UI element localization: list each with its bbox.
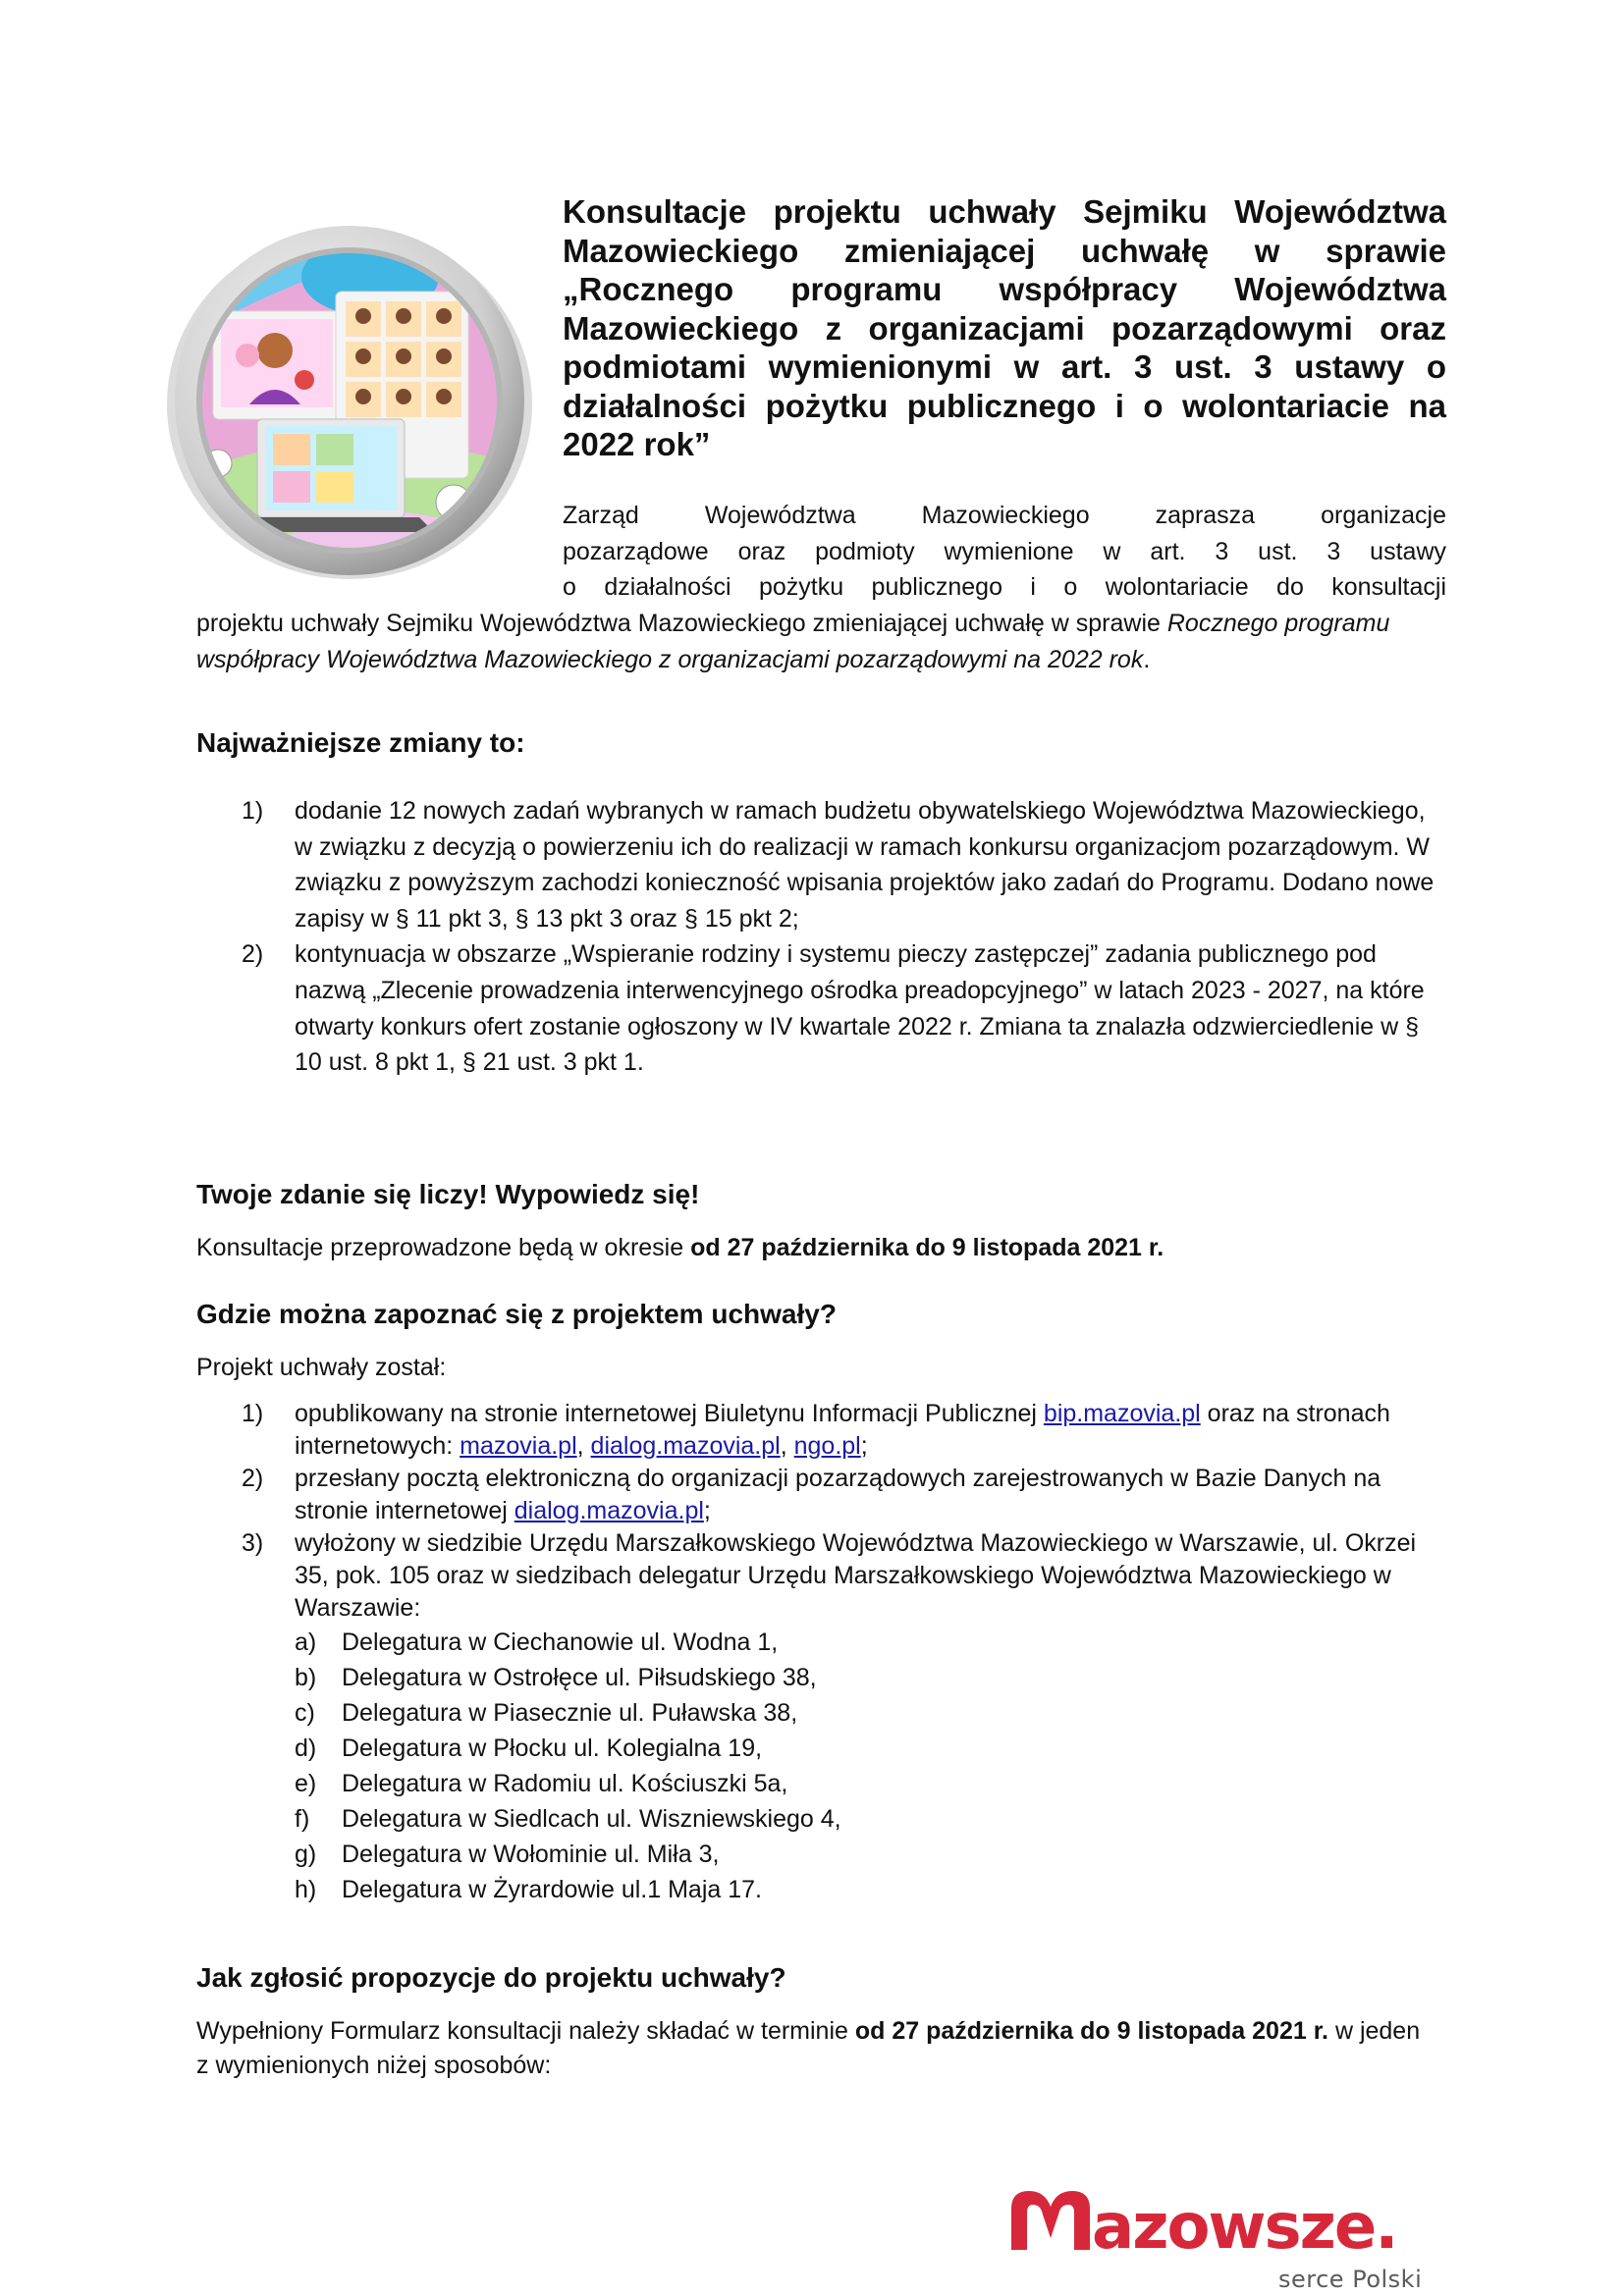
delegation-letter: b) [295,1664,317,1691]
delegation-letter: a) [295,1629,317,1656]
list-item [242,1527,1439,1907]
delegation-item [295,1695,1439,1731]
list-item-text: dodanie 12 nowych zadań wybranych w ramach budżetu obywatelskiego Województwa Mazowieckiego, w związku z decyzją o powierzeniu ich do realizacji w ramach konkursu organizacjom pozarządowym. W związku z powyższym zachodzi konieczność wpisania projektów jako zadań do Programu. Dodano nowe zapisy w § 11 pkt 3, § 13 pkt 3 oraz § 15 pkt 2; [295,797,1435,933]
list-number: 3) [242,1529,264,1557]
delegation-item [295,1625,1439,1660]
delegation-text: Delegatura w Wołominie ul. Miła 3, [342,1841,720,1868]
list-item-text: oraz na stronach internetowych: [295,1400,1390,1460]
period-prefix: Konsultacje przeprowadzone będą w okresie [196,1234,691,1261]
svg-text:azowsze.: azowsze. [1092,2191,1397,2256]
delegation-item [295,1801,1439,1837]
list-item [242,1398,1439,1463]
list-number: 1) [242,797,264,825]
opinion-heading: Twoje zdanie się liczy! Wypowiedz się! [196,1179,700,1209]
delegation-text: Delegatura w Żyrardowie ul.1 Maja 17. [342,1876,762,1903]
period-dates: od 27 października do 9 listopada 2021 r. [690,1234,1164,1261]
changes-heading: Najważniejsze zmiany to: [196,727,525,758]
delegation-letter: g) [295,1841,317,1868]
delegation-letter: h) [295,1876,317,1903]
list-number: 2) [242,940,264,969]
ngo-link[interactable]: ngo.pl [793,1432,861,1460]
delegation-text: Delegatura w Ciechanowie ul. Wodna 1, [342,1629,779,1656]
delegation-letter: d) [295,1735,317,1762]
list-number: 1) [242,1400,264,1427]
mazowsze-logo [1007,2187,1443,2293]
list-item [242,1463,1439,1527]
program-name: Rocznego programu współpracy Województwa Mazowieckiego z organizacjami pozarządowymi na 2022 rok [196,610,1390,673]
dialog-link[interactable]: dialog.mazovia.pl [590,1432,781,1460]
delegation-text: Delegatura w Płocku ul. Kolegialna 19, [342,1735,763,1762]
where-intro: Projekt uchwały został: [196,1354,447,1381]
list-item-text: wyłożony w siedzibie Urzędu Marszałkowskiego Województwa Mazowieckiego w Warszawie, ul. Okrzei 35, pok. 105 oraz w siedzibach delegatur Urzędu Marszałkowskiego Województwa Mazowieckiego w Warszawie: [295,1529,1417,1622]
video-conference-illustration [159,218,540,583]
delegations-list [295,1625,1439,1907]
changes-list [242,793,1439,1081]
intro-text-full [196,606,1446,677]
intro-suffix: . [1143,645,1151,673]
list-item-text: opublikowany na stronie internetowej Biuletynu Informacji Publicznej [295,1400,1044,1427]
intro-line: pozarządowe oraz podmioty wymienione w art. 3 ust. 3 ustawy [563,537,1446,565]
delegation-item [295,1872,1439,1907]
list-item [242,793,1439,936]
separator: , [780,1432,794,1460]
intro-line: o działalności pożytku publicznego i o wolontariacie do konsultacji [563,573,1446,601]
list-item [242,936,1439,1080]
delegation-text: Delegatura w Piasecznie ul. Puławska 38, [342,1699,798,1727]
separator: ; [860,1432,868,1460]
list-item-text: przesłany pocztą elektroniczną do organizacji pozarządowych zarejestrowanych w Bazie Danych na stronie internetowej [295,1465,1381,1524]
separator: ; [703,1497,711,1524]
delegation-letter: e) [295,1770,317,1797]
delegation-item [295,1731,1439,1766]
delegation-item [295,1766,1439,1801]
list-number: 2) [242,1465,264,1492]
submit-dates: od 27 października do 9 listopada 2021 r. [854,2017,1328,2045]
list-item-text: kontynuacja w obszarze „Wspieranie rodziny i systemu pieczy zastępczej” zadania publicznego pod nazwą „Zlecenie prowadzenia interwencyjnego ośrodka preadopcyjnego” w latach 2023 - 2027, na które otwarty konkurs ofert zostanie ogłoszony w IV kwartale 2022 r. Zmiana ta znalazła odzwierciedlenie w § 10 ust. 8 pkt 1, § 21 ust. 3 pkt 1. [295,940,1425,1077]
separator: , [576,1432,591,1460]
delegation-text: Delegatura w Ostrołęce ul. Piłsudskiego 38, [342,1664,817,1691]
submit-text [196,2014,1424,2083]
delegation-text: Delegatura w Radomiu ul. Kościuszki 5a, [342,1770,788,1797]
mazowsze-wordmark [1007,2187,1443,2256]
delegation-item [295,1837,1439,1872]
page-title: Konsultacje projektu uchwały Sejmiku Województwa Mazowieckiego zmieniającej uchwałę w sprawie „Rocznego programu współpracy Województwa Mazowieckiego z organizacjami pozarządowymi oraz podmiotami wymienionymi w art. 3 ust. 3 ustawy o działalności pożytku publicznego i o wolontariacie na 2022 rok” [563,193,1446,462]
submit-suffix: w jeden z wymienionych niżej sposobów: [196,2017,1421,2079]
bip-link[interactable]: bip.mazovia.pl [1043,1400,1201,1427]
intro-prefix: projektu uchwały Sejmiku Województwa Mazowieckiego zmieniającej uchwałę w sprawie [196,610,1167,637]
submit-heading: Jak zgłosić propozycje do projektu uchwały? [196,1962,786,1993]
delegation-letter: f) [295,1805,310,1833]
delegation-letter: c) [295,1699,315,1727]
consultation-period [196,1231,1424,1264]
mazovia-link[interactable]: mazovia.pl [460,1432,577,1460]
intro-text-right [563,498,1446,606]
delegation-text: Delegatura w Siedlcach ul. Wiszniewskiego 4, [342,1805,841,1833]
intro-line: Zarząd Województwa Mazowieckiego zaprasza organizacje [563,502,1446,529]
logo-tagline: serce Polski [1278,2266,1423,2293]
dialog-link[interactable]: dialog.mazovia.pl [514,1497,704,1524]
submit-prefix: Wypełniony Formularz konsultacji należy składać w terminie [196,2017,855,2045]
delegation-item [295,1660,1439,1695]
where-list [242,1398,1439,1907]
where-heading: Gdzie można zapoznać się z projektem uchwały? [196,1299,837,1329]
